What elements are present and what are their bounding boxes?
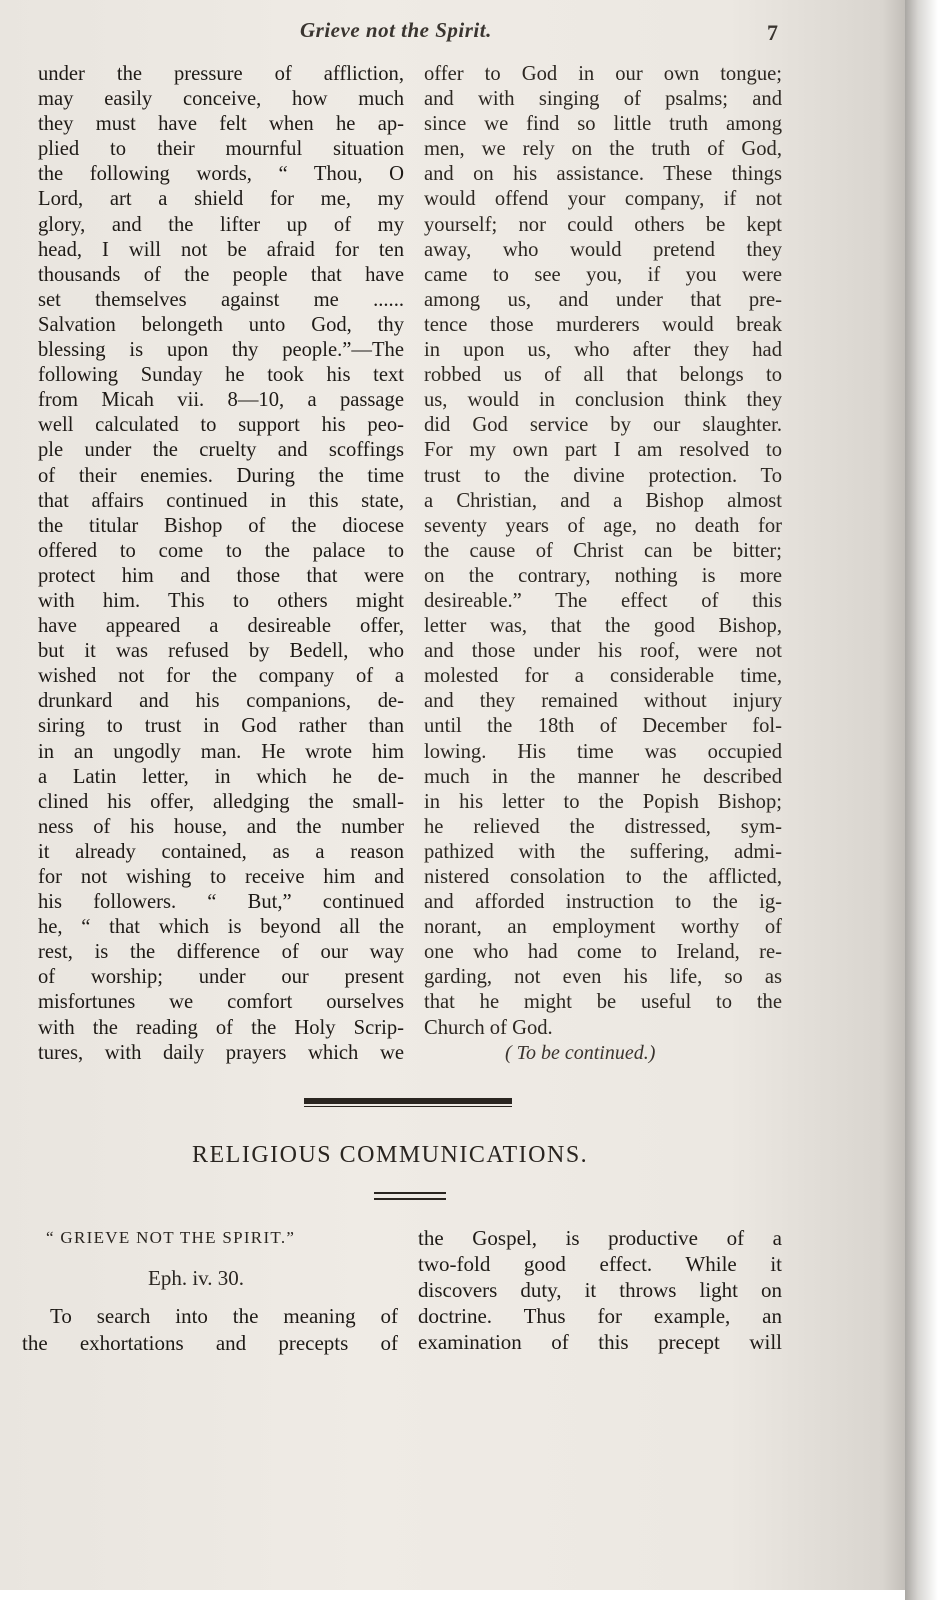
- running-head: Grieve not the Spirit.: [300, 18, 492, 42]
- text-line: it already contained, as a reason: [38, 840, 404, 863]
- text-line: the Gospel, is productive of a: [418, 1226, 782, 1250]
- text-line: offer to God in our own tongue;: [424, 63, 782, 85]
- text-line: seventy years of age, no death for: [424, 514, 782, 537]
- text-line: men, we rely on the truth of God,: [424, 138, 782, 161]
- text-line: pathized with the suffering, admi-: [424, 840, 782, 863]
- text-line: offered to come to the palace to: [38, 539, 404, 562]
- text-line: desireable.” The effect of this: [424, 589, 782, 612]
- text-line: and with singing of psalms; and: [424, 88, 782, 111]
- text-line: in upon us, who after they had: [424, 339, 782, 362]
- text-line: Church of God.: [424, 1016, 553, 1039]
- article-left-column: [22, 1303, 398, 1357]
- text-line: lowing. His time was occupied: [424, 740, 782, 763]
- text-line: Lord, art a shield for me, my: [38, 188, 404, 211]
- text-line: ness of his house, and the number: [38, 815, 404, 838]
- text-line: glory, and the lifter up of my: [38, 213, 404, 236]
- text-line: have appeared a desireable offer,: [38, 615, 404, 638]
- text-line: discovers duty, it throws light on: [418, 1278, 782, 1302]
- text-line: thousands of the people that have: [38, 263, 404, 286]
- text-line: set themselves against me ......: [38, 288, 404, 311]
- page-edge-shadow: [905, 0, 938, 1600]
- text-line: blessing is upon thy people.”—The: [38, 339, 404, 362]
- text-line: tures, with daily prayers which we: [38, 1041, 404, 1064]
- text-line: and those under his roof, were not: [424, 640, 782, 663]
- text-line: came to see you, if you were: [424, 263, 782, 286]
- right-column: [424, 62, 782, 1041]
- text-line: garding, not even his life, so as: [424, 966, 782, 989]
- text-line: and afforded instruction to the ig-: [424, 891, 782, 914]
- text-line: siring to trust in God rather than: [38, 715, 404, 738]
- text-line: for not wishing to receive him and: [38, 866, 404, 888]
- text-line: and they remained without injury: [424, 690, 782, 713]
- text-line: letter was, that the good Bishop,: [424, 615, 782, 638]
- text-line: doctrine. Thus for example, an: [418, 1304, 782, 1328]
- text-line: protect him and those that were: [38, 564, 404, 587]
- text-line: To search into the meaning of: [50, 1304, 398, 1328]
- text-line: his followers. “ But,” continued: [38, 891, 404, 914]
- to-be-continued-note: ( To be continued.): [505, 1042, 656, 1064]
- text-line: in his letter to the Popish Bishop;: [424, 790, 782, 813]
- text-line: yourself; nor could others be kept: [424, 213, 782, 236]
- text-line: one who had come to Ireland, re-: [424, 941, 782, 964]
- text-line: of their enemies. During the time: [38, 464, 404, 487]
- text-line: and on his assistance. These things: [424, 163, 782, 186]
- text-line: examination of this precept will: [418, 1330, 782, 1354]
- text-line: since we find so little truth among: [424, 113, 782, 136]
- text-line: us, would in conclusion think they: [424, 389, 782, 412]
- text-line: of worship; under our present: [38, 966, 404, 989]
- text-line: head, I will not be afraid for ten: [38, 238, 404, 261]
- text-line: robbed us of all that belongs to: [424, 364, 782, 387]
- text-line: ple under the cruelty and scoffings: [38, 439, 404, 462]
- text-line: in an ungodly man. He wrote him: [38, 740, 404, 763]
- left-column: [38, 62, 404, 1066]
- text-line: misfortunes we comfort ourselves: [38, 991, 404, 1014]
- article-right-column: [418, 1225, 782, 1355]
- text-line: with the reading of the Holy Scrip-: [38, 1016, 404, 1039]
- text-line: the exhortations and precepts of: [22, 1331, 398, 1355]
- page-number: 7: [767, 20, 778, 45]
- text-line: following Sunday he took his text: [38, 364, 404, 387]
- article-heading: “ GRIEVE NOT THE SPIRIT.”: [46, 1228, 296, 1247]
- text-line: away, who would pretend they: [424, 238, 782, 261]
- text-line: under the pressure of affliction,: [38, 63, 404, 85]
- text-line: they must have felt when he ap-: [38, 113, 404, 136]
- text-line: a Christian, and a Bishop almost: [424, 489, 782, 512]
- text-line: among us, and under that pre-: [424, 288, 782, 311]
- text-line: well calculated to support his peo-: [38, 414, 404, 437]
- text-line: from Micah vii. 8—10, a passage: [38, 389, 404, 412]
- text-line: two-fold good effect. While it: [418, 1252, 782, 1276]
- section-divider: [304, 1098, 512, 1104]
- text-line: wished not for the company of a: [38, 665, 404, 688]
- text-line: a Latin letter, in which he de-: [38, 765, 404, 788]
- text-line: rest, is the difference of our way: [38, 941, 404, 964]
- text-line: drunkard and his companions, de-: [38, 690, 404, 713]
- text-line: the following words, “ Thou, O: [38, 163, 404, 186]
- text-line: tence those murderers would break: [424, 313, 782, 336]
- text-line: but it was refused by Bedell, who: [38, 640, 404, 663]
- text-line: that he might be useful to the: [424, 991, 782, 1014]
- text-line: norant, an employment worthy of: [424, 916, 782, 939]
- text-line: For my own part I am resolved to: [424, 439, 782, 462]
- text-line: the titular Bishop of the diocese: [38, 514, 404, 537]
- text-line: clined his offer, alledging the small-: [38, 790, 404, 813]
- text-line: molested for a considerable time,: [424, 665, 782, 688]
- text-line: Salvation belongeth unto God, thy: [38, 313, 404, 336]
- text-line: much in the manner he described: [424, 765, 782, 788]
- title-double-rule-bottom: [374, 1198, 446, 1200]
- text-line: plied to their mournful situation: [38, 138, 404, 161]
- text-line: did God service by our slaughter.: [424, 414, 782, 437]
- text-line: until the 18th of December fol-: [424, 715, 782, 738]
- section-title: RELIGIOUS COMMUNICATIONS.: [192, 1142, 589, 1168]
- text-line: would offend your company, if not: [424, 188, 782, 211]
- text-line: with him. This to others might: [38, 589, 404, 612]
- text-line: nistered consolation to the afflicted,: [424, 866, 782, 888]
- text-line: on the contrary, nothing is more: [424, 564, 782, 587]
- text-line: he relieved the distressed, sym-: [424, 815, 782, 838]
- section-divider-thin: [304, 1106, 512, 1107]
- text-line: the cause of Christ can be bitter;: [424, 539, 782, 562]
- text-line: he, “ that which is beyond all the: [38, 916, 404, 939]
- scripture-reference: Eph. iv. 30.: [148, 1266, 245, 1290]
- text-line: trust to the divine protection. To: [424, 464, 782, 487]
- text-line: may easily conceive, how much: [38, 88, 404, 111]
- title-double-rule-top: [374, 1192, 446, 1194]
- text-line: that affairs continued in this state,: [38, 489, 404, 512]
